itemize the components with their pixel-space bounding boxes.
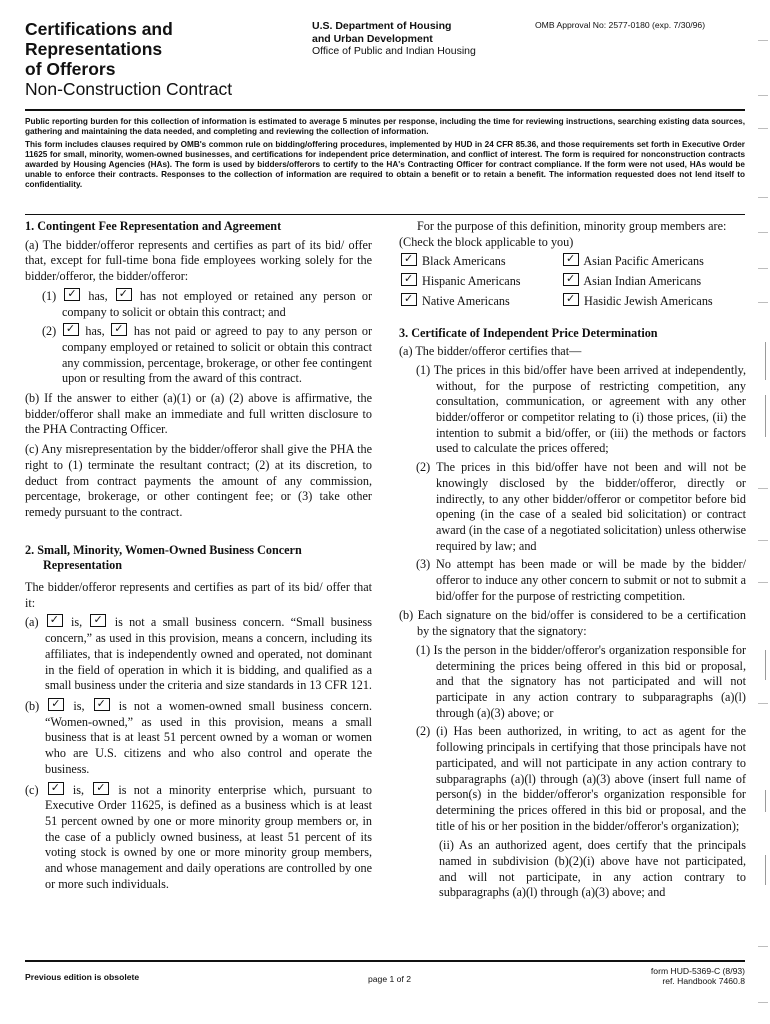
footer-rule bbox=[25, 960, 745, 962]
section-3-a2: (2) The prices in this bid/offer have not been and will not be knowingly disclosed by the bidder/offeror, directly or indirectly, to any other bidder/offeror or competitor before bid opening (in the case of a sealed bid solicitation) or contract award (in the case of a negotiated solicitation) unless otherwise required by law; and bbox=[416, 460, 746, 553]
has-not-checkbox[interactable] bbox=[116, 288, 132, 301]
right-column bbox=[399, 219, 746, 901]
scan-edge-mark bbox=[765, 790, 766, 812]
scan-edge-mark bbox=[765, 650, 766, 680]
title-line-3: of Offerors bbox=[25, 59, 116, 79]
section-3-heading: 3. Certificate of Independent Price Determination bbox=[399, 325, 658, 340]
item-number: (1) bbox=[42, 288, 57, 303]
has-label: has, bbox=[88, 288, 108, 303]
handbook-ref: ref. Handbook 7460.8 bbox=[662, 976, 745, 986]
section-1-item-2 bbox=[25, 323, 372, 387]
is-checkbox[interactable] bbox=[47, 614, 63, 627]
minority-option[interactable] bbox=[399, 293, 561, 310]
scan-edge-mark bbox=[758, 128, 768, 129]
section-3-b2i: (2) (i) Has been authorized, in writing, to act as agent for the following principals in certifying that those principals have not participated, and will not participate in any action contrary to subparagraphs (a)(l) through (a)(3) above (insert full name of person(s) in the bidder/offeror's organization responsible for determining the prices offered in this bid or proposal, and the title of his or her position in the bidder/offeror's organization); bbox=[416, 724, 746, 833]
is-checkbox[interactable] bbox=[48, 782, 64, 795]
option-label: Hispanic Americans bbox=[422, 274, 521, 289]
section-1-item-1 bbox=[25, 288, 372, 320]
option-label: Asian Pacific Americans bbox=[583, 254, 704, 269]
scan-edge-mark bbox=[758, 197, 768, 198]
has-label: has, bbox=[85, 324, 105, 339]
section-1-heading: 1. Contingent Fee Representation and Agreement bbox=[25, 219, 282, 233]
section-3-b: (b) Each signature on the bid/offer is considered to be a certification by the signatory that the signatory: bbox=[399, 608, 746, 639]
section-3-a3: (3) No attempt has been made or will be made by the bidder/ offeror to induce any other concern to submit or not to submit a bid/offer for the purpose of restricting competition. bbox=[416, 557, 746, 603]
section-2-heading: 2. Small, Minority, Women-Owned Business Concern Representation bbox=[25, 542, 302, 573]
scan-edge-mark bbox=[765, 395, 766, 437]
item-label: (b) bbox=[25, 698, 40, 713]
footer-form-id bbox=[560, 966, 745, 986]
section-2-b bbox=[25, 698, 372, 778]
option-label: Native Americans bbox=[422, 293, 510, 308]
scan-edge-mark bbox=[758, 1002, 768, 1003]
section-2-c bbox=[25, 782, 372, 893]
option-checkbox[interactable] bbox=[563, 293, 579, 306]
option-label: Hasidic Jewish Americans bbox=[584, 293, 713, 308]
form-title bbox=[25, 19, 285, 99]
has-checkbox[interactable] bbox=[63, 323, 79, 336]
form-number: form HUD-5369-C (8/93) bbox=[650, 966, 745, 976]
burden-paragraph-1: Public reporting burden for this collection of information is estimated to average 5 minutes per response, including the time for reviewing instructions, searching existing data sources, gathering and maintaining the data needed, and completing and reviewing the collection of information. bbox=[25, 117, 745, 136]
agency-line-2: and Urban Development bbox=[312, 32, 433, 45]
item-text: has not paid or agreed to pay to any person or company employed or retained to solicit or obtain this contract any commission, percentage, brokerage, or other fee contingent upon or resulting from the award of this contract. bbox=[62, 324, 373, 386]
option-checkbox[interactable] bbox=[563, 253, 579, 266]
item-label: (c) bbox=[25, 782, 39, 797]
is-not-checkbox[interactable] bbox=[94, 698, 110, 711]
minority-check-note: (Check the block applicable to you) bbox=[399, 234, 574, 249]
minority-options bbox=[399, 253, 746, 309]
scan-edge-mark bbox=[765, 342, 766, 380]
scan-edge-mark bbox=[758, 488, 768, 489]
option-checkbox[interactable] bbox=[563, 273, 579, 286]
agency-block bbox=[312, 20, 476, 58]
item-text: is not a small business concern. “Small business concern,” as used in this provision, means a concern, including its affiliates, that is independently owned and operated, not dominant in the field of operation in which it is bidding, and qualified as a small business under the criteria and size standards in 13 CFR 121. bbox=[45, 615, 373, 693]
is-label: is, bbox=[71, 615, 83, 630]
minority-option[interactable] bbox=[561, 293, 746, 310]
section-3-a: (a) The bidder/offeror certifies that— bbox=[399, 344, 582, 359]
scan-edge-mark bbox=[758, 946, 768, 947]
footer-obsolete-note: Previous edition is obsolete bbox=[25, 972, 140, 982]
minority-option[interactable] bbox=[399, 253, 561, 270]
section-3-a1: (1) The prices in this bid/offer have been arrived at independently, without, for the purpose of restricting competition, any consultation, communication, or agreement with any other bidder/offeror or competitor relating to (i) those prices, (ii) the intention to submit a bid/offer, or (iii) the methods or factors used to calculate the prices offered; bbox=[416, 362, 746, 456]
scan-edge-mark bbox=[758, 95, 768, 96]
section-2-a bbox=[25, 614, 372, 694]
option-label: Black Americans bbox=[422, 254, 506, 269]
title-line-2: Representations bbox=[25, 39, 163, 59]
is-label: is, bbox=[72, 782, 85, 797]
section-3-b2ii: (ii) As an authorized agent, does certify that the principals named in subdivision (b)(2)(i) above have not participated, and will not participate, in any action contrary to subparagraphs (a)(l) through (a)(3) above; and bbox=[439, 838, 746, 900]
footer-page-number: page 1 of 2 bbox=[368, 974, 412, 984]
agency-line-1: U.S. Department of Housing bbox=[312, 20, 452, 32]
header-rule bbox=[25, 109, 745, 111]
has-checkbox[interactable] bbox=[64, 288, 80, 301]
scan-edge-mark bbox=[758, 268, 768, 269]
scan-edge-mark bbox=[765, 855, 766, 885]
is-checkbox[interactable] bbox=[48, 698, 64, 711]
option-checkbox[interactable] bbox=[401, 293, 417, 306]
minority-option[interactable] bbox=[561, 273, 746, 290]
has-not-checkbox[interactable] bbox=[111, 323, 127, 336]
is-not-checkbox[interactable] bbox=[90, 614, 106, 627]
option-checkbox[interactable] bbox=[401, 273, 417, 286]
scan-edge-mark bbox=[758, 582, 768, 583]
minority-option[interactable] bbox=[399, 273, 561, 290]
section-2-intro: The bidder/offeror represents and certifies as part of its bid/ offer that it: bbox=[25, 580, 372, 610]
section-1-c: (c) Any misrepresentation by the bidder/offeror shall give the PHA the right to (1) terminate the resultant contract; (2) at its discretion, to deduct from contract payments the amount of any commission, percentage, brokerage, or other contingent fee; or (3) take other remedy pursuant to the contract. bbox=[25, 442, 372, 519]
title-line-1: Certifications and bbox=[25, 19, 173, 39]
form-subtitle: Non-Construction Contract bbox=[25, 79, 233, 99]
item-label: (a) bbox=[25, 615, 39, 630]
minority-intro: For the purpose of this definition, minority group members are: bbox=[417, 219, 727, 233]
section-1-b: (b) If the answer to either (a)(1) or (a) (2) above is affirmative, the bidder/offeror shall make an immediate and full written disclosure to the PHA Contracting Officer. bbox=[25, 391, 372, 437]
agency-office: Office of Public and Indian Housing bbox=[312, 45, 476, 57]
option-checkbox[interactable] bbox=[401, 253, 417, 266]
scan-edge-mark bbox=[758, 232, 768, 233]
scan-edge-mark bbox=[758, 703, 768, 704]
burden-rule bbox=[25, 214, 745, 215]
option-label: Asian Indian Americans bbox=[583, 274, 702, 289]
is-label: is, bbox=[73, 698, 85, 713]
minority-option[interactable] bbox=[561, 253, 746, 270]
burden-statement bbox=[25, 117, 745, 193]
item-text: is not a minority enterprise which, pursuant to Executive Order 11625, is defined as a business which is at least 51 percent owned by one or more minority group members or, in the case of a publicly owned business, at least 51 percent of its voting stock is owned by one or more minority group members, and whose management and daily operations are controlled by one or more such individuals. bbox=[45, 782, 373, 891]
scan-edge-mark bbox=[758, 302, 768, 303]
item-text: is not a women-owned small business concern. “Women-owned,” as used in this provision, means a small business that is at least 51 percent owned by a woman or women who are U.S. citizens and who also control and operate the business. bbox=[45, 698, 373, 776]
section-3-b1: (1) Is the person in the bidder/offeror's organization responsible for determining the prices being offered in this bid or proposal, and that the signatory has not participated and will not participate in any action contrary to subparagraphs (a)(l) through (a)(3) above; or bbox=[416, 642, 746, 720]
scan-edge-mark bbox=[758, 540, 768, 541]
section-1-a: (a) The bidder/offeror represents and certifies as part of its bid/ offer that, except for full-time bona fide employees working solely for the bidder/offeror, the bidder/offeror: bbox=[25, 237, 372, 284]
item-number: (2) bbox=[42, 324, 57, 339]
omb-approval: OMB Approval No: 2577-0180 (exp. 7/30/96) bbox=[535, 20, 706, 30]
left-column bbox=[25, 219, 372, 892]
scan-edge-mark bbox=[758, 40, 768, 41]
item-text: has not employed or retained any person or company to solicit or obtain this contract; and bbox=[62, 288, 373, 319]
burden-paragraph-2: This form includes clauses required by OMB's common rule on bidding/offering procedures, implemented by HUD in 24 CFR 85.36, and those requirements set forth in Executive Order 11625 for small, minority, women-owned businesses, and certifications for independent price determination, and conflict of interest. The form is required for nonconstruction contracts awarded by Housing Agencies (HAs). The form is used by bidders/offerors to certify to the HA's Contracting Officer for contract compliance. If the form were not used, HAs would be unable to enforce their contracts. Responses to the collection of information are required to obtain a benefit or to retain a benefit. The information requested does not lend itself to confidentiality. bbox=[25, 140, 745, 189]
is-not-checkbox[interactable] bbox=[93, 782, 109, 795]
